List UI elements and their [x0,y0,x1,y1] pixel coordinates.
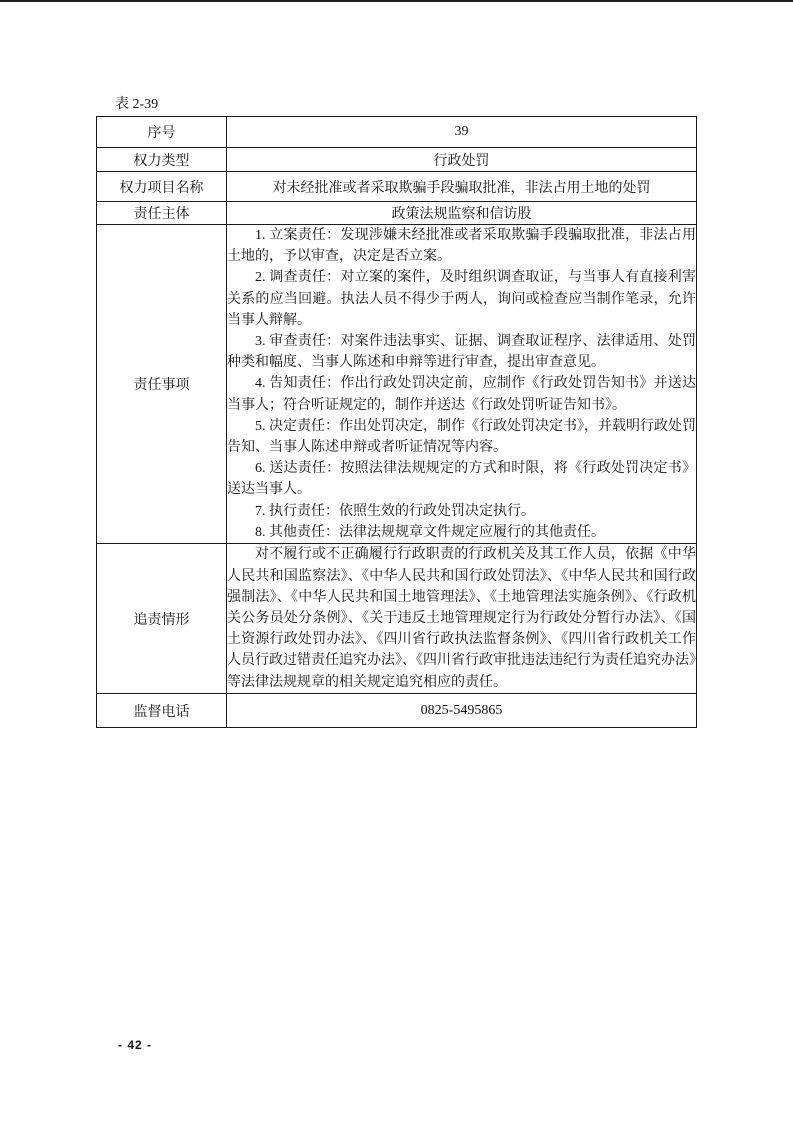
duty-item-2: 2. 调查责任：对立案的案件，及时组织调查取证，与当事人有直接利害关系的应当回避。执法人员不得少于两人，询问或检查应当制作笔录，允许当事人辩解。 [227,270,696,328]
responsibility-table [96,116,697,728]
duties-content [227,225,697,544]
responsible-entity-value: 政策法规监察和信访股 [227,202,697,225]
serial-label: 序号 [97,117,227,148]
table-row-serial [97,117,697,148]
power-item-value: 对未经批准或者采取欺骗手段骗取批准，非法占用土地的处罚 [227,172,697,202]
serial-value: 39 [227,117,697,148]
responsible-entity-label: 责任主体 [97,202,227,225]
table-row-duties [97,225,697,544]
duty-item-7: 7. 执行责任：依照生效的行政处罚决定执行。 [255,503,535,519]
power-item-label: 权力项目名称 [97,172,227,202]
responsibility-table-container [96,116,697,728]
duty-item-8: 8. 其他责任：法律法规规章文件规定应履行的其他责任。 [255,524,605,540]
table-row-accountability [97,544,697,694]
duty-item-6: 6. 送达责任：按照法律法规规定的方式和时限，将《行政处罚决定书》送达当事人。 [227,461,696,498]
duty-item-4: 4. 告知责任：作出行政处罚决定前，应制作《行政处罚告知书》并送达当事人；符合听证规定的，制作并送达《行政处罚听证告知书》。 [227,376,696,413]
accountability-paragraph: 对不履行或不正确履行行政职责的行政机关及其工作人员，依据《中华人民共和国监察法》、《中华人民共和国行政处罚法》、《中华人民共和国行政强制法》、《中华人民共和国土地管理法》、《土地管理法实施条例》、《行政机关公务员处分条例》、《关于违反土地管理规定行为行政处分暂行办法》、《国土资源行政处罚办法》、《四川省行政执法监督条例》、《四川省行政机关工作人员行政过错责任追究办法》、《四川省行政审批违法违纪行为责任追究办法》等法律法规规章的相关规定追究相应的责任。 [227,547,696,690]
table-row-power-item-name [97,172,697,202]
power-type-label: 权力类型 [97,148,227,172]
supervision-phone-label: 监督电话 [97,694,227,728]
accountability-label: 追责情形 [97,544,227,694]
duty-item-5: 5. 决定责任：作出处罚决定，制作《行政处罚决定书》，并载明行政处罚告知、当事人陈述申辩或者听证情况等内容。 [227,418,696,456]
accountability-content [227,544,697,694]
duty-item-3: 3. 审查责任：对案件违法事实、证据、调查取证程序、法律适用、处罚种类和幅度、当事人陈述和申辩等进行审查，提出审查意见。 [227,334,696,371]
supervision-phone-value: 0825-5495865 [227,694,697,728]
duty-item-1: 1. 立案责任：发现涉嫌未经批准或者采取欺骗手段骗取批准，非法占用土地的，予以审查，决定是否立案。 [227,228,696,265]
table-row-power-type [97,148,697,172]
table-caption: 表 2-39 [115,97,159,112]
page-top-edge-line [0,0,793,2]
page-number: - 42 - [118,1038,153,1052]
table-row-supervision-phone [97,694,697,728]
table-row-responsible-entity [97,202,697,225]
duties-label: 责任事项 [97,225,227,544]
power-type-value: 行政处罚 [227,148,697,172]
